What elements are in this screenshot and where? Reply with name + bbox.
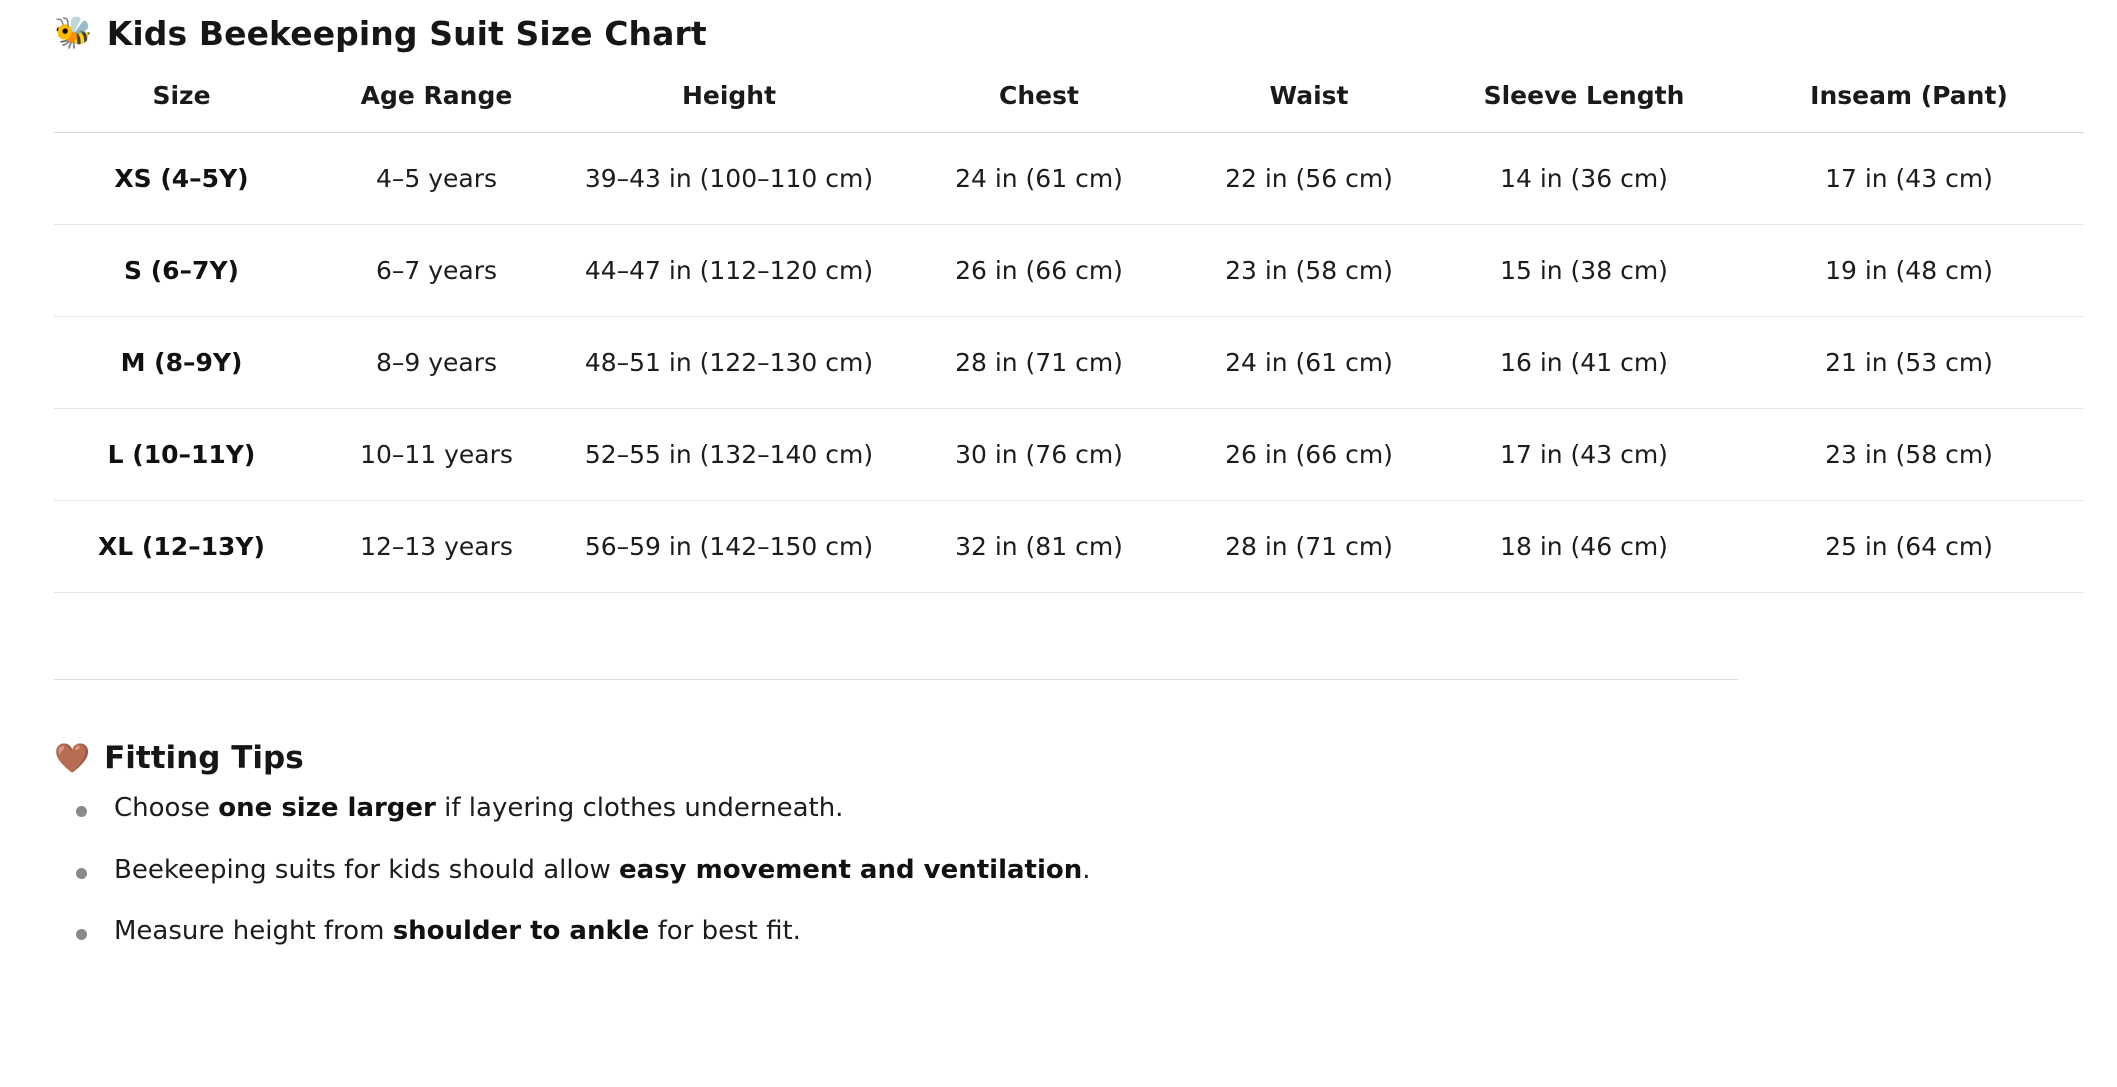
tip-text-after: if layering clothes underneath. (435, 793, 844, 823)
cell-height: 52–55 in (132–140 cm) (564, 409, 894, 501)
cell-height: 44–47 in (112–120 cm) (564, 225, 894, 317)
cell-height: 39–43 in (100–110 cm) (564, 133, 894, 225)
tip-text-before: Choose (114, 793, 219, 823)
cell-chest: 26 in (66 cm) (894, 225, 1184, 317)
section-divider (54, 679, 1738, 680)
list-item (54, 917, 2081, 946)
tip-text-after: . (1082, 854, 1091, 885)
column-header-height: Height (564, 75, 894, 133)
fitting-tips-title (54, 740, 2081, 776)
page-title-text: Kids Beekeeping Suit Size Chart (106, 14, 707, 53)
cell-chest: 30 in (76 cm) (894, 409, 1184, 501)
table-header-row (54, 75, 2084, 133)
cell-sleeve: 17 in (43 cm) (1434, 409, 1734, 501)
cell-waist: 24 in (61 cm) (1184, 317, 1434, 409)
list-item (54, 856, 2081, 885)
column-header-age: Age Range (309, 75, 564, 133)
cell-age: 6–7 years (309, 225, 564, 317)
cell-sleeve: 18 in (46 cm) (1434, 501, 1734, 593)
cell-sleeve: 16 in (41 cm) (1434, 317, 1734, 409)
tip-text-before: Measure height from (114, 916, 393, 947)
raised-fist-icon: 🤎 (54, 740, 91, 775)
column-header-sleeve: Sleeve Length (1434, 75, 1734, 133)
column-header-size: Size (54, 75, 309, 133)
cell-age: 12–13 years (309, 501, 564, 593)
cell-inseam: 21 in (53 cm) (1734, 317, 2084, 409)
honeybee-icon: 🐝 (54, 15, 93, 51)
table-row (54, 225, 2084, 317)
tip-text-before: Beekeeping suits for kids should allow (114, 854, 620, 885)
table-row (54, 501, 2084, 593)
cell-waist: 23 in (58 cm) (1184, 225, 1434, 317)
cell-height: 56–59 in (142–150 cm) (564, 501, 894, 593)
cell-age: 8–9 years (309, 317, 564, 409)
cell-age: 10–11 years (309, 409, 564, 501)
fitting-tips-list (54, 794, 2081, 1009)
table-row (54, 317, 2084, 409)
cell-waist: 22 in (56 cm) (1184, 133, 1434, 225)
cell-size: XS (4–5Y) (54, 133, 309, 225)
list-item (54, 794, 2081, 823)
column-header-chest: Chest (894, 75, 1184, 133)
column-header-waist: Waist (1184, 75, 1434, 133)
cell-size: M (8–9Y) (54, 317, 309, 409)
cell-waist: 26 in (66 cm) (1184, 409, 1434, 501)
cell-inseam: 17 in (43 cm) (1734, 133, 2084, 225)
fitting-tips-title-text: Fitting Tips (104, 740, 304, 776)
cell-size: L (10–11Y) (54, 409, 309, 501)
cell-size: S (6–7Y) (54, 225, 309, 317)
page-title (54, 14, 2081, 53)
cell-height: 48–51 in (122–130 cm) (564, 317, 894, 409)
tip-text-bold: easy movement and ventilation (619, 854, 1083, 885)
cell-chest: 32 in (81 cm) (894, 501, 1184, 593)
cell-inseam: 19 in (48 cm) (1734, 225, 2084, 317)
cell-chest: 28 in (71 cm) (894, 317, 1184, 409)
tip-text-bold: shoulder to ankle (392, 916, 650, 947)
cell-waist: 28 in (71 cm) (1184, 501, 1434, 593)
tip-text-after: for best fit. (649, 916, 801, 947)
cell-sleeve: 14 in (36 cm) (1434, 133, 1734, 225)
cell-size: XL (12–13Y) (54, 501, 309, 593)
table-row (54, 409, 2084, 501)
cell-age: 4–5 years (309, 133, 564, 225)
cell-inseam: 25 in (64 cm) (1734, 501, 2084, 593)
cell-sleeve: 15 in (38 cm) (1434, 225, 1734, 317)
column-header-inseam: Inseam (Pant) (1734, 75, 2084, 133)
cell-inseam: 23 in (58 cm) (1734, 409, 2084, 501)
table-row (54, 133, 2084, 225)
tip-text-bold: one size larger (218, 793, 436, 823)
size-chart-table (54, 75, 2084, 593)
cell-chest: 24 in (61 cm) (894, 133, 1184, 225)
